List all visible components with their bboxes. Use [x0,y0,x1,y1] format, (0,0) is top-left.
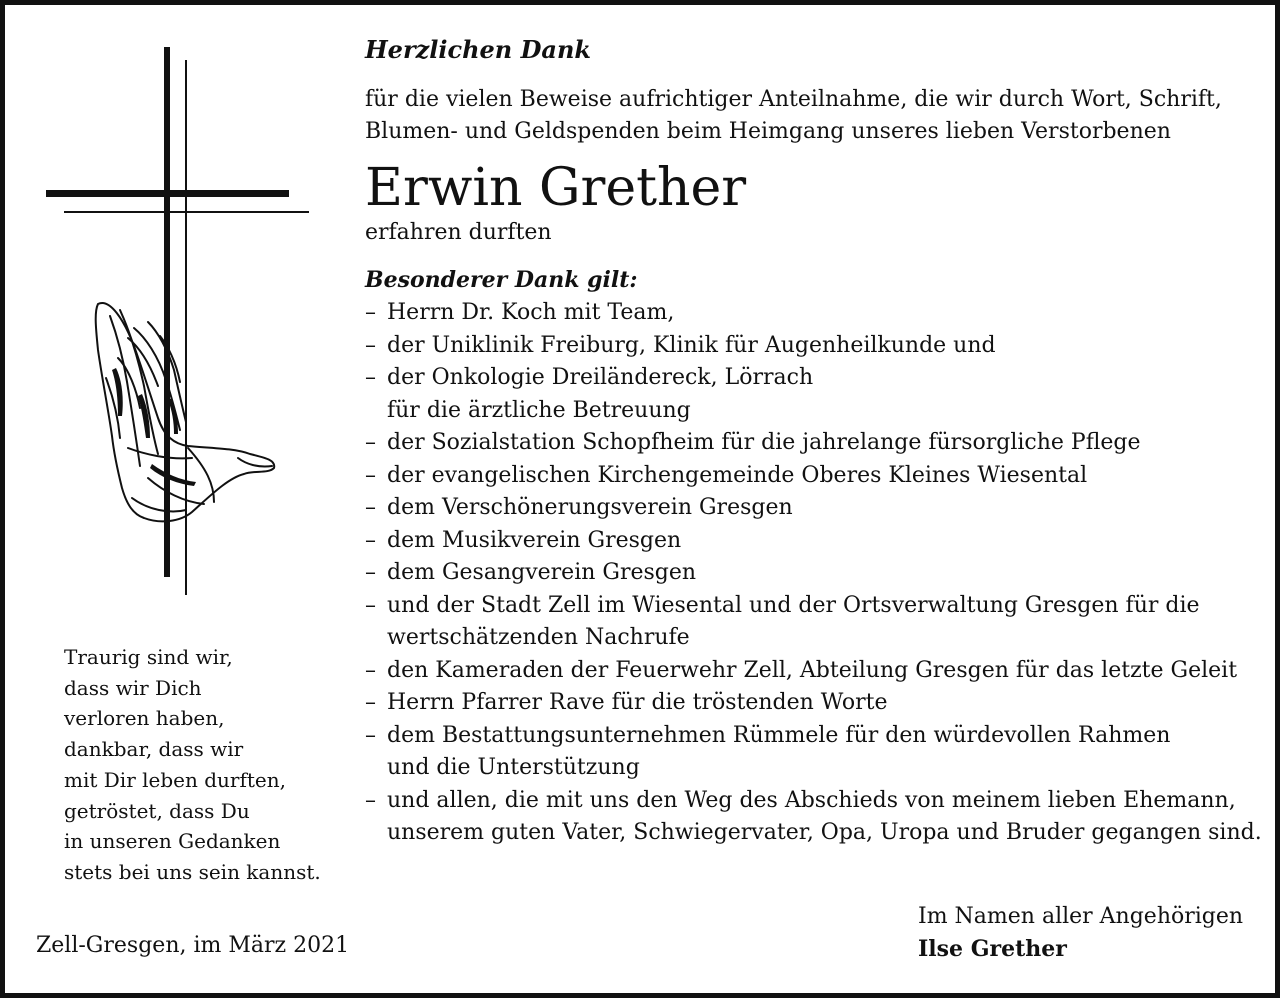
heading: Herzlichen Dank [365,35,592,64]
poem-line: stets bei uns sein kannst. [64,859,321,884]
poem-line: Traurig sind wir, [64,645,233,669]
thanks-item: – Herrn Dr. Koch mit Team, [365,297,1265,330]
thanks-item: – der evangelischen Kirchengemeinde Oberes Kleines Wiesental [365,460,1265,493]
thanks-item: – und allen, die mit uns den Weg des Abschieds von meinem lieben Ehemann, unserem guten Vater, Schwiegervater, Opa, Uropa und Bruder gegangen sind. [365,785,1265,850]
signature [918,901,1243,965]
signature-line: Im Namen aller Angehörigen [918,904,1244,929]
thanks-list [365,297,1265,850]
thanks-item: – dem Verschönerungsverein Gresgen [365,492,1265,525]
thanks-item: – der Uniklinik Freiburg, Klinik für Augenheilkunde und [365,330,1265,363]
thanks-item: – der Sozialstation Schopfheim für die jahrelange fürsorgliche Pflege [365,427,1265,460]
thanks-item: – den Kameraden der Feuerwehr Zell, Abteilung Gresgen für das letzte Geleit [365,655,1265,688]
intro-line: für die vielen Beweise aufrichtiger Anteilnahme, die wir durch Wort, Schrift, [365,87,1222,112]
poem-line: verloren haben, [64,706,225,731]
thanks-item: – dem Musikverein Gresgen [365,525,1265,558]
poem-line: getröstet, dass Du [64,798,250,823]
poem [64,642,321,888]
thanks-heading: Besonderer Dank gilt: [365,267,638,293]
after-name: erfahren durften [365,220,552,245]
poem-line: dankbar, dass wir [64,737,244,762]
thanks-item: – dem Bestattungsunternehmen Rümmele für den würdevollen Rahmen und die Unterstützung [365,720,1265,785]
poem-line: dass wir Dich [64,675,202,700]
thanks-item: – und der Stadt Zell im Wiesental und der Ortsverwaltung Gresgen für die wertschätzenden Nachrufe [365,590,1265,655]
deceased-name: Erwin Grether [365,158,747,218]
thanks-item: – dem Gesangverein Gresgen [365,557,1265,590]
signature-name: Ilse Grether [918,936,1067,962]
place-date: Zell-Gresgen, im März 2021 [36,933,350,958]
main-text [365,30,1265,850]
intro-line: Blumen- und Geldspenden beim Heimgang unseres lieben Verstorbenen [365,119,1171,144]
intro [365,84,1265,148]
poem-line: mit Dir leben durften, [64,767,286,792]
thanks-item: – der Onkologie Dreiländereck, Lörrach für die ärztliche Betreuung [365,362,1265,427]
poem-line: in unseren Gedanken [64,829,281,854]
thanks-item: – Herrn Pfarrer Rave für die tröstenden Worte [365,687,1265,720]
praying-hands-icon [88,298,283,528]
